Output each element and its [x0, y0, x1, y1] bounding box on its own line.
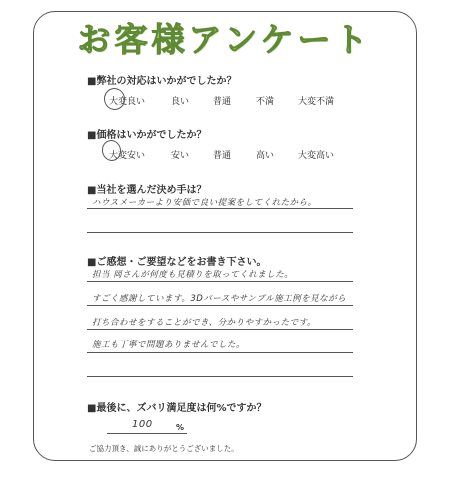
handwritten-answer: ハウスメーカーより安価で良い提案をしてくれたから。 [92, 198, 317, 208]
handwritten-comment-line: すごく感謝しています。3Dパースやサンプル施工例を見ながら [92, 294, 347, 304]
question-service: ■弊社の対応はいかがでしたか？ [87, 76, 237, 87]
answer-line [87, 329, 353, 330]
handwritten-comment-line: 打ち合わせをすることができ、分かりやすかったです。 [92, 318, 316, 328]
answer-line [87, 352, 353, 353]
question-comments: ■ご感想・ご要望などをお書き下さい。 [87, 257, 267, 268]
option-service-2[interactable]: 良い [170, 97, 190, 107]
percent-unit: % [176, 423, 185, 432]
answer-line [87, 305, 353, 306]
options-price [0, 148, 449, 162]
question-price: ■価格はいかがでしたか？ [87, 130, 207, 141]
option-service-4[interactable]: 不満 [255, 97, 275, 107]
handwritten-comment-line: 施工も丁寧で問題ありませんでした。 [92, 340, 246, 350]
option-price-1[interactable]: 大変安い [108, 151, 146, 161]
option-price-4[interactable]: 高い [255, 151, 275, 161]
option-price-5[interactable]: 大変高い [297, 151, 335, 161]
page-title: お客様アンケート [77, 20, 372, 59]
option-service-3[interactable]: 普通 [212, 97, 232, 107]
option-price-3[interactable]: 普通 [212, 151, 232, 161]
answer-line [87, 376, 353, 377]
option-service-5[interactable]: 大変不満 [297, 97, 335, 107]
option-price-2[interactable]: 安い [170, 151, 190, 161]
thanks-text: ご協力頂き、誠にありがとうございました。 [89, 444, 239, 453]
options-service [0, 94, 449, 108]
satisfaction-line [107, 433, 187, 434]
question-satisfaction: ■最後に、ズバリ満足度は何%ですか？ [87, 403, 267, 414]
answer-line [87, 208, 353, 209]
answer-line [87, 281, 353, 282]
question-deciding-factor: ■当社を選んだ決め手は？ [87, 185, 207, 196]
handwritten-comment-line: 担当 岡さんが何度も見積りを取ってくれました。 [92, 270, 294, 280]
option-service-1[interactable]: 大変良い [108, 97, 146, 107]
answer-line [87, 232, 353, 233]
satisfaction-value: 100 [132, 419, 153, 430]
